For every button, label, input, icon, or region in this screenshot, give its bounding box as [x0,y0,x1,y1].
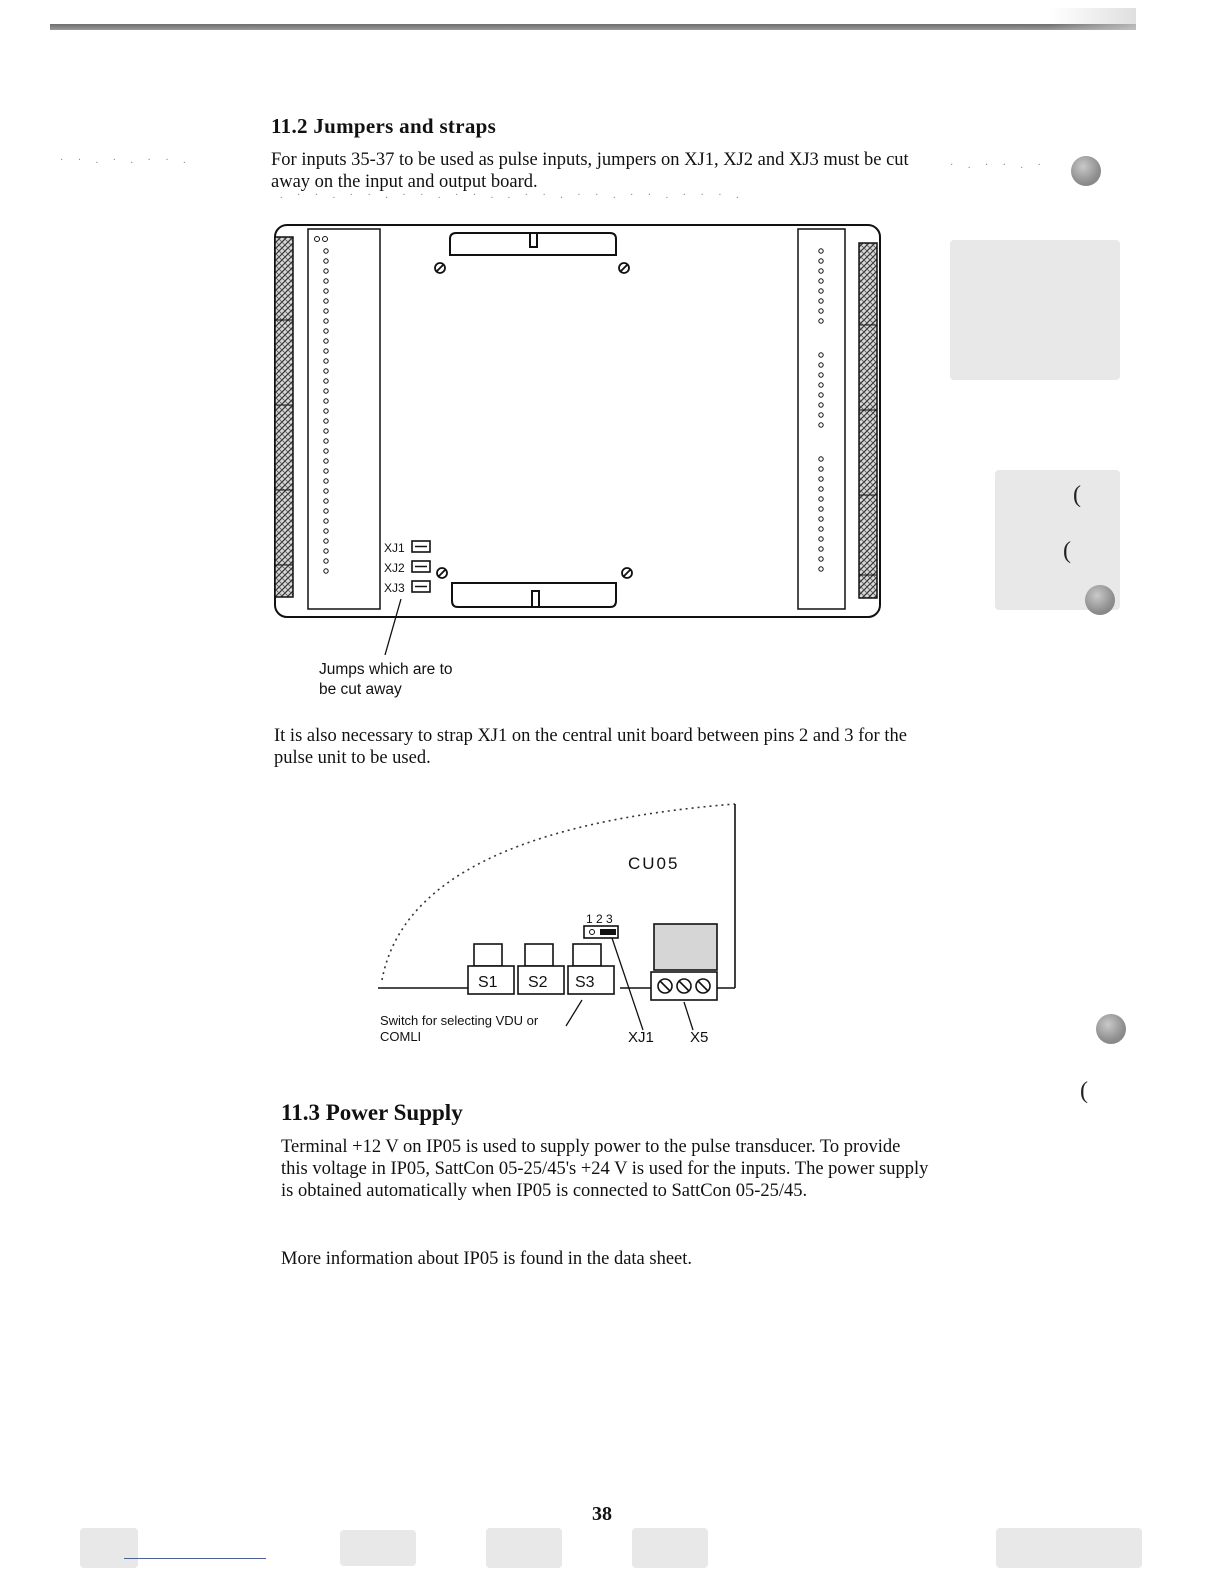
right-pin-holes [819,249,823,571]
board-outline [275,225,880,617]
switch-callout-line [566,1000,582,1026]
jumpers-intro-paragraph: For inputs 35-37 to be used as pulse inputs, jumpers on XJ1, XJ2 and XJ3 must be cut away on the input and output board. [271,150,909,192]
left-terminal-strip [275,237,293,597]
right-pin-column [798,229,845,609]
footer-smudge [996,1528,1142,1568]
footer-smudge [486,1528,562,1568]
footer-smudge [80,1528,138,1568]
switch-note-line-1: Switch for selecting VDU or [380,1013,539,1028]
left-pin-column [308,229,380,609]
jumper-label-xj3: XJ3 [384,581,405,595]
footer-link-underline [124,1558,266,1559]
jumper-callout-line [385,599,401,655]
section-heading-11-3: 11.3 Power Supply [281,1100,463,1125]
switch-s3-label: S3 [575,974,595,991]
binder-hole-bottom [1096,1014,1126,1044]
jumper-callout-line-2: be cut away [319,681,402,698]
cu05-pin-numbers: 1 2 3 [586,912,613,926]
more-info-paragraph: More information about IP05 is found in the data sheet. [281,1249,693,1269]
switch-s1-top [474,944,502,966]
margin-mark: ( [1080,1078,1088,1104]
page-number: 38 [592,1503,612,1525]
jumper-callout-line-1: Jumps which are to [319,661,453,678]
xj1-label: XJ1 [628,1029,654,1046]
left-pin-holes [315,237,329,574]
jumper-label-xj2: XJ2 [384,561,405,575]
mounting-holes [435,263,632,578]
header-rule [50,24,1136,30]
header-rule-fade [1050,8,1136,30]
power-supply-paragraph: Terminal +12 V on IP05 is used to supply power to the pulse transducer. To provide this voltage in IP05, SattCon 05-25/45's +24 V is used for the inputs. The power supply is obtained automatically when IP05 is connected to SattCon 05-25/45. [281,1137,929,1201]
margin-mark: ( [1063,538,1071,564]
bottom-connector [452,583,616,607]
binder-hole-top [1071,156,1101,186]
top-connector [450,233,616,255]
switch-s2-label: S2 [528,974,548,991]
footer-smudge [340,1530,416,1566]
scan-noise: · . · · . · [950,160,1047,171]
scan-smudge [950,240,1120,380]
jumper-callout-text [319,660,489,700]
switch-s2-top [525,944,553,966]
xj1-callout-line [612,938,643,1030]
footer-smudge [632,1528,708,1568]
section-heading-11-2: 11.2 Jumpers and straps [271,114,497,138]
binder-hole-middle [1085,585,1115,615]
switch-note-line-2: COMLI [380,1029,422,1044]
right-terminal-strip [859,243,877,598]
x5-callout-line [684,1002,693,1030]
cu05-diagram [370,790,750,1052]
io-board-diagram [255,215,925,655]
x5-connector-body [654,924,717,970]
strap-note-paragraph: It is also necessary to strap XJ1 on the central unit board between pins 2 and 3 for the pulse unit to be used. [274,726,907,768]
margin-mark: ( [1073,482,1081,508]
cu05-label: CU05 [628,854,680,873]
jumper-group [384,541,430,595]
switch-s1-label: S1 [478,974,498,991]
scan-noise: . · · . · · . · · . · · . . · · . · · . · · . · · · . [280,190,745,201]
jumper-label-xj1: XJ1 [384,541,405,555]
x5-label: X5 [690,1029,709,1046]
switch-s3-top [573,944,601,966]
scan-noise: · · . · . · · . [60,155,192,166]
